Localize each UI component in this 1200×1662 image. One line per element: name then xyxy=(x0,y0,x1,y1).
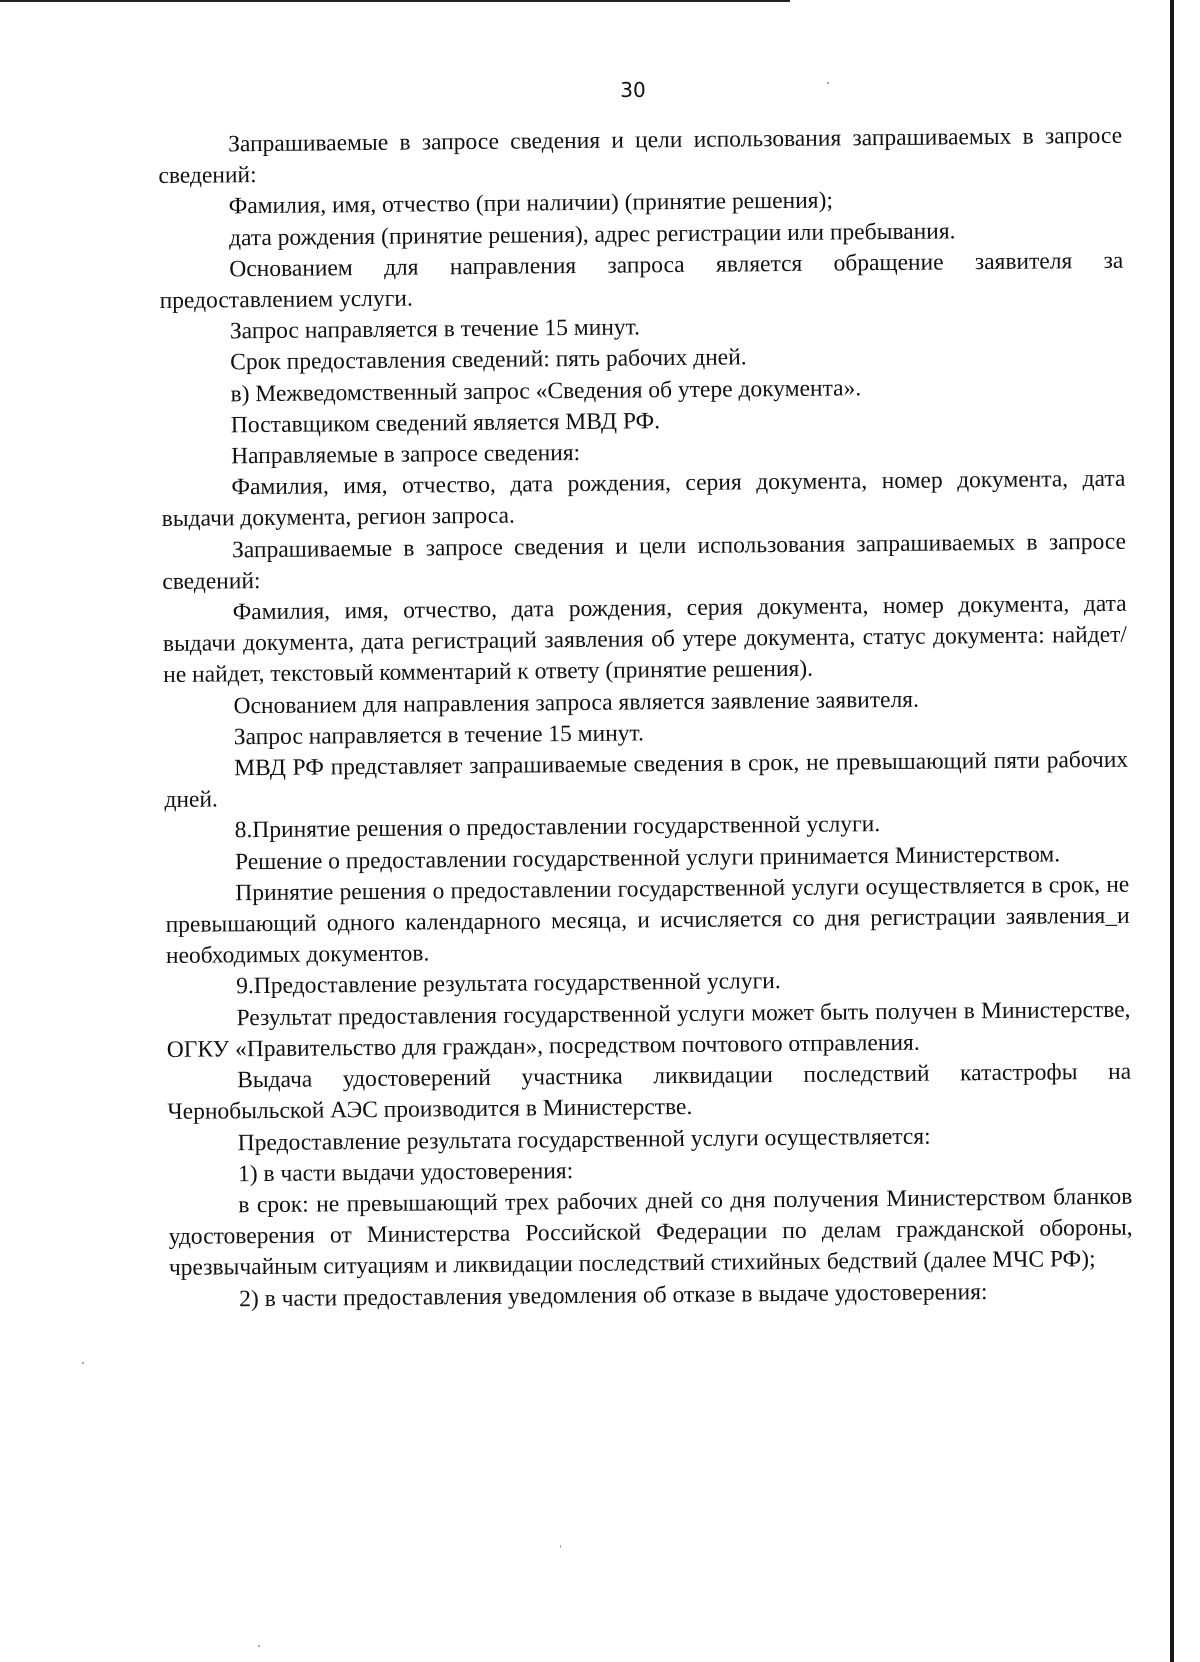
paragraph: Принятие решения о предоставлении государственной услуги осуществляется в срок, не превышающий одного календарного месяца, и исчисляется со дня регистрации заявления_и необходимых документов. xyxy=(165,871,1130,970)
scan-top-edge xyxy=(0,0,790,2)
paragraph: 2) в части предоставления уведомления об отказе в выдаче удостоверения: xyxy=(239,1278,988,1312)
paragraph: Основанием для направления запроса является заявление заявителя. xyxy=(233,686,920,719)
paragraph: Запрашиваемые в запросе сведения и цели использования запрашиваемых в запросе сведений: xyxy=(162,528,1127,595)
paragraph: Поставщиком сведений является МВД РФ. xyxy=(230,408,661,439)
paragraph: Запрос направляется в течение 15 минут. xyxy=(229,314,641,345)
paragraph: 1) в части выдачи удостоверения: xyxy=(237,1157,574,1187)
paragraph: дата рождения (принятие решения), адрес регистрации или пребывания. xyxy=(228,217,956,251)
paragraph: Решение о предоставлении государственной услуги принимается Министерством. xyxy=(234,841,1061,875)
paragraph: МВД РФ представляет запрашиваемые сведения в срок, не превышающий пяти рабочих дней. xyxy=(164,746,1129,814)
paragraph: Фамилия, имя, отчество (при наличии) (принятие решения); xyxy=(228,187,834,220)
paragraph: 8.Принятие решения о предоставлении государственной услуги. xyxy=(234,811,881,844)
paragraph: Направляемые в запросе сведения: xyxy=(231,439,581,470)
paragraph: Выдача удостоверений участника ликвидации последствий катастрофы на Чернобыльской АЭС производится в Министерстве. xyxy=(167,1058,1132,1126)
paragraph: Фамилия, имя, отчество, дата рождения, серия документа, номер документа, дата выдачи документа, дата регистраций заявления об утере документа, статус документа: найдет/ не найдет, текстовый комментарий к ответу (принятие решения). xyxy=(162,590,1128,689)
paragraph: Запрос направляется в течение 15 минут. xyxy=(233,720,645,751)
page-number: 30 xyxy=(620,78,646,102)
scan-speck xyxy=(560,1545,561,1548)
scan-right-edge xyxy=(1170,0,1174,1662)
document-body xyxy=(158,121,1133,1316)
paragraph: 9.Предоставление результата государственной услуги. xyxy=(236,968,781,1000)
paragraph: Результат предоставления государственной услуги может быть получен в Министерстве, ОГКУ «Правительство для граждан», посредством почтового отправления. xyxy=(166,996,1131,1063)
paragraph: Основанием для направления запроса является обращение заявителя за предоставлением услуги. xyxy=(159,247,1124,315)
scan-speck xyxy=(258,1645,260,1647)
paragraph: Предоставление результата государственной услуги осуществляется: xyxy=(237,1123,931,1156)
paragraph: Запрашиваемые в запросе сведения и цели использования запрашиваемых в запросе сведений: xyxy=(158,122,1123,190)
scan-speck xyxy=(82,1362,84,1364)
scan-speck xyxy=(827,82,829,84)
paragraph: в срок: не превышающий трех рабочих дней со дня получения Министерством бланков удостоверения от Министерства Российской Федерации по делам гражданской обороны, чрезвычайным ситуациям и ликвидации последствий стихийных бедствий (далее МЧС РФ); xyxy=(168,1183,1133,1282)
paragraph: Фамилия, имя, отчество, дата рождения, серия документа, номер документа, дата выдачи документа, регион запроса. xyxy=(161,465,1126,533)
paragraph: Срок предоставления сведений: пять рабочих дней. xyxy=(230,344,747,376)
paragraph: в) Межведомственный запрос «Сведения об утере документа». xyxy=(230,374,862,407)
